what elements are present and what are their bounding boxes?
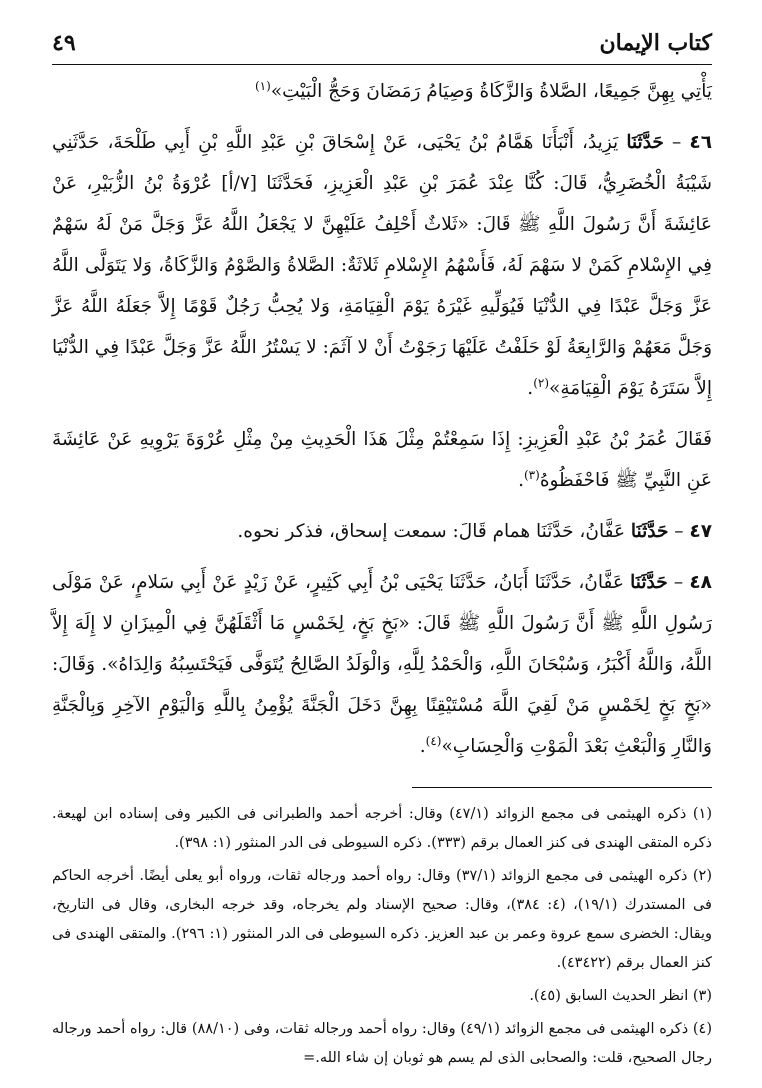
opening-fragment [52, 71, 712, 112]
footnote-ref-3: (٣) [523, 467, 540, 482]
footnote-2: (٢) ذكره الهيثمى فى مجمع الزوائد (٣٧/١) وقال: رواه أحمد ورجاله ثقات، ورواه أبو يعلى أيضًا. أخرجه الحاكم فى المستدرك (١٩/١)، (٤: ٣٨٤)، وقال: صحيح الإسناد ولم يخرجاه، وقد خرجه البخارى، وقال فى التاريخ، ويقال: الخضرى سمع عروة وعمر بن عبد العزيز. ذكره السيوطى فى الدر المنثور (١: ٢٩٦). والمتقى الهندى فى كنز العمال برقم (٤٣٤٢٢). [52, 868, 712, 971]
hadith-dash: – [672, 132, 682, 153]
hadith-text: عَفَّانُ، حَدَّثَنَا همام قَالَ: سمعت إسحاق، فذكر نحوه. [237, 521, 631, 542]
footnote-ref-4: (٤) [425, 733, 442, 748]
hadith-47 [52, 511, 712, 552]
hadith-number: ٤٦ [689, 132, 712, 153]
hadith-text: يَزِيدُ، أَنْبَأَنَا هَمَّامُ بْنُ يَحْيَى، عَنْ إِسْحَاقَ بْنِ عَبْدِ اللَّهِ بْنِ أَبِي طَلْحَةَ، حَدَّثَنِي شَيْبَةُ الْخُضَرِيُّ، قَالَ: كُنَّا عِنْدَ عُمَرَ بْنِ عَبْدِ الْعَزِيزِ، فَحَدَّثَنَا [٧/أ] عُرْوَةُ بْنُ الزُّبَيْرِ، عَنْ عَائِشَةَ أَنَّ رَسُولَ اللَّهِ ﷺ قَالَ: «ثَلاثٌ أَحْلِفُ عَلَيْهِنَّ لا يَجْعَلُ اللَّهُ عَزَّ وَجَلَّ مَنْ لَهُ سَهْمٌ فِي الإِسْلامِ كَمَنْ لا سَهْمَ لَهُ، فَأَسْهُمُ الإِسْلامِ ثَلاثَةٌ: الصَّلاةُ وَالصَّوْمُ وَالزَّكَاةُ، وَلا يَتَوَلَّى اللَّهُ عَزَّ وَجَلَّ عَبْدًا فِي الدُّنْيَا فَيُوَلِّيهِ غَيْرَهُ يَوْمَ الْقِيَامَةِ، وَلا يُحِبُّ رَجُلٌ قَوْمًا إِلاَّ جَعَلَهُ اللَّهُ عَزَّ وَجَلَّ مَعَهُمْ وَالرَّابِعَةُ لَوْ حَلَفْتُ عَلَيْهَا رَجَوْتُ أَنْ لا آثَمَ: لا يَسْتُرُ اللَّهُ عَزَّ وَجَلَّ عَبْدًا فِي الدُّنْيَا إِلاَّ سَتَرَهُ يَوْمَ الْقِيَامَةِ» [52, 132, 712, 399]
hadith-dash: – [674, 521, 684, 542]
footnotes [52, 800, 712, 1073]
hadith-text: عَفَّانُ، حَدَّثَنَا أَبَانُ، حَدَّثَنَا يَحْيَى بْنُ أَبِي كَثِيرٍ، عَنْ زَيْدٍ عَنْ أَبِي سَلامٍ، عَنْ مَوْلَى رَسُولِ اللَّهِ ﷺ أَنَّ رَسُولَ اللَّهِ ﷺ قَالَ: «بَخٍ بَخٍ، لِخَمْسٍ مَا أَثْقَلَهُنَّ فِي الْمِيزَانِ لا إِلَهَ إِلاَّ اللَّهُ، وَاللَّهُ أَكْبَرُ، وَسُبْحَانَ اللَّهِ، وَالْحَمْدُ لِلَّهِ، وَالْوَلَدُ الصَّالِحُ يُتَوَفَّى فَيَحْتَسِبُهُ وَالِدَاهُ». وَقَالَ: «بَخٍ بَخٍ لِخَمْسٍ مَنْ لَقِيَ اللَّهَ مُسْتَيْقِنًا بِهِنَّ دَخَلَ الْجَنَّةَ يُؤْمِنُ بِاللَّهِ وَالْيَوْمِ الآخِرِ وَبِالْجَنَّةِ وَالنَّارِ وَالْبَعْثِ بَعْدَ الْمَوْتِ وَالْحِسَابِ» [52, 572, 712, 757]
chapter-title: كتاب الإيمان [599, 30, 712, 56]
comment-text: فَقَالَ عُمَرُ بْنُ عَبْدِ الْعَزِيزِ: إِذَا سَمِعْتُمْ مِثْلَ هَذَا الْحَدِيثِ مِنْ مِثْلِ عُرْوَةَ يَرْوِيهِ عَنْ عَائِشَةَ عَنِ النَّبِيِّ ﷺ فَاحْفَظُوهُ [52, 429, 712, 491]
footnote-1: (١) ذكره الهيثمى فى مجمع الزوائد (٤٧/١) وقال: أخرجه أحمد والطبرانى فى الكبير وفى إسناده ابن لهيعة. ذكره المتقى الهندى فى كنز العمال برقم (٣٣٣). ذكره السيوطى فى الدر المنثور (١: ٣٩٨). [52, 806, 712, 851]
hadith-end: . [419, 736, 426, 757]
hadith-number: ٤٨ [689, 572, 712, 593]
haddathana-word: حَدَّثَنَا [630, 521, 669, 542]
haddathana-word: حَدَّثَنَا [626, 132, 664, 153]
opening-text: يَأْتِي بِهِنَّ جَمِيعًا، الصَّلاةُ وَالزَّكَاةُ وَصِيَامُ رَمَضَانَ وَحَجُّ الْبَيْتِ» [270, 81, 712, 102]
page-number: ٤٩ [52, 30, 76, 56]
book-page [52, 18, 712, 1078]
haddathana-word: حَدَّثَنَا [630, 572, 668, 593]
hadith-number: ٤٧ [689, 521, 712, 542]
footnote-separator [412, 787, 712, 788]
hadith-46: ٤٦ – حَدَّثَنَا يَزِيدُ، أَنْبَأَنَا هَمَّامُ بْنُ يَحْيَى، عَنْ إِسْحَاقَ بْنِ عَبْدِ اللَّهِ بْنِ أَبِي طَلْحَةَ، حَدَّثَنِي شَيْبَةُ الْخُضَرِيُّ، قَالَ: كُنَّا عِنْدَ عُمَرَ بْنِ عَبْدِ الْعَزِيزِ، فَحَدَّثَنَا [٧/أ] عُرْوَةُ بْنُ الزُّبَيْرِ، عَنْ عَائِشَةَ أَنَّ رَسُولَ اللَّهِ ﷺ قَالَ: «ثَلاثٌ أَحْلِفُ عَلَيْهِنَّ لا يَجْعَلُ اللَّهُ عَزَّ وَجَلَّ مَنْ لَهُ سَهْمٌ فِي الإِسْلامِ كَمَنْ لا سَهْمَ لَهُ، فَأَسْهُمُ الإِسْلامِ ثَلاثَةٌ: الصَّلاةُ وَالصَّوْمُ وَالزَّكَاةُ، وَلا يَتَوَلَّى اللَّهُ عَزَّ وَجَلَّ عَبْدًا فِي الدُّنْيَا فَيُوَلِّيهِ غَيْرَهُ يَوْمَ الْقِيَامَةِ، وَلا يُحِبُّ رَجُلٌ قَوْمًا إِلاَّ جَعَلَهُ اللَّهُ عَزَّ وَجَلَّ مَعَهُمْ وَالرَّابِعَةُ لَوْ حَلَفْتُ عَلَيْهَا رَجَوْتُ أَنْ لا آثَمَ: لا يَسْتُرُ اللَّهُ عَزَّ وَجَلَّ عَبْدًا فِي الدُّنْيَا إِلاَّ سَتَرَهُ يَوْمَ الْقِيَامَةِ»$^{(٢)}$. [52, 132, 712, 399]
comment-end: . [518, 470, 524, 491]
running-header [52, 18, 712, 65]
footnote-3: (٣) انظر الحديث السابق (٤٥). [529, 988, 712, 1004]
main-text [52, 71, 712, 767]
hadith-48 [52, 562, 712, 767]
footnote-4: (٤) ذكره الهيثمى فى مجمع الزوائد (٤٩/١) وقال: رواه أحمد ورجاله ثقات، وفى (٨٨/١٠) قال: رواه أحمد ورجاله رجال الصحيح، قلت: والصحابى الذى لم يسم هو ثوبان إن شاء الله.= [52, 1021, 712, 1066]
footnote-ref-1: (١) [254, 78, 271, 93]
umar-comment [52, 419, 712, 501]
footnote-ref-2: (٢) [533, 375, 550, 390]
hadith-dash: – [673, 572, 684, 593]
